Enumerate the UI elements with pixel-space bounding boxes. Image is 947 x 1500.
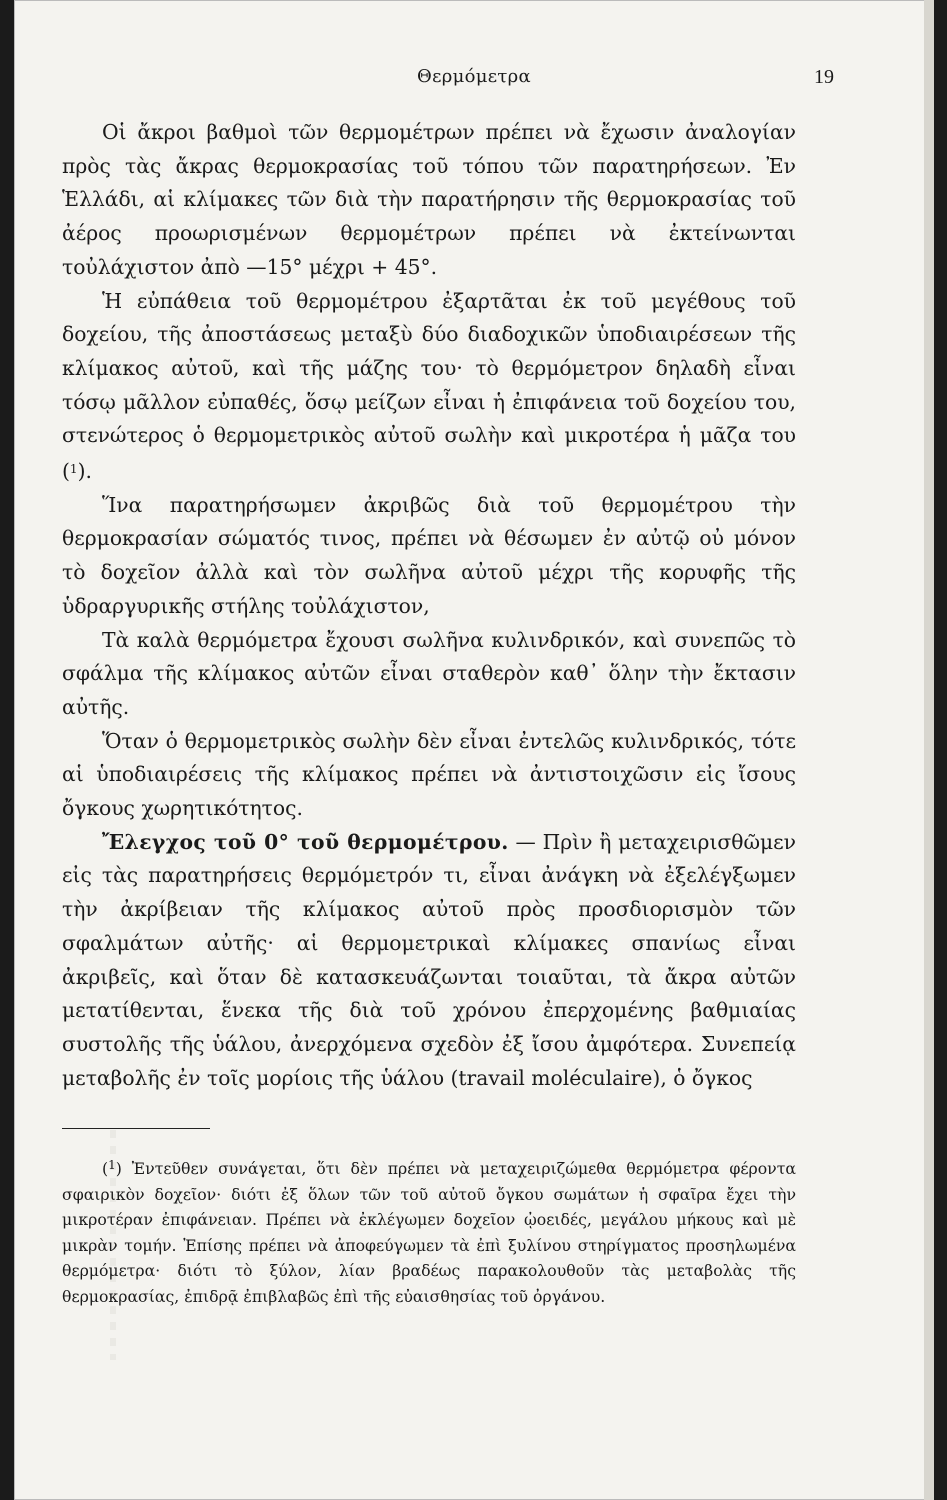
body-text	[62, 116, 796, 1095]
book-page	[14, 0, 934, 1500]
page-number: 19	[814, 66, 834, 88]
running-title: Θερμόμετρα	[417, 66, 531, 87]
page-edge	[924, 0, 934, 1500]
paragraph-5: Ὅταν ὁ θερμομετρικὸς σωλὴν δὲν εἶναι ἐντελῶς κυλινδρικός, τότε αἱ ὑποδιαιρέσεις τῆς κλίμακος πρέπει νὰ ἀντιστοιχῶσιν εἰς ἴσους ὄγκους χωρητικότητος.	[62, 728, 796, 821]
paragraph-6-text: — Πρὶν ἢ μεταχειρισθῶμεν εἰς τὰς παρατηρήσεις θερμόμετρόν τι, εἶναι ἀνάγκη νὰ ἐξελέγξωμεν τὴν ἀκρίβειαν τῆς κλίμακος αὐτοῦ πρὸς προσδιορισμὸν τῶν σφαλμάτων αὐτῆς· αἱ θερμομετρικαὶ κλίμακες σπανίως εἶναι ἀκριβεῖς, καὶ ὅταν δὲ κατασκευάζωνται τοιαῦται, τὰ ἄκρα αὐτῶν μετατίθενται, ἕνεκα τῆς διὰ τοῦ χρόνου ἐπερχομένης βαθμιαίας συστολῆς τῆς ὑάλου, ἀνερχόμενα σχεδὸν ἐξ ἴσου ἀμφότερα. Συνεπείᾳ μεταβολῆς ἐν τοῖς μορίοις τῆς ὑάλου (travail moléculaire), ὁ ὄγκος	[62, 829, 797, 1090]
footnote-text: Ἐντεῦθεν συνάγεται, ὅτι δὲν πρέπει νὰ μεταχειριζώμεθα θερμόμετρα φέροντα σφαιρικὸν δοχεῖον· διότι ἐξ ὅλων τῶν τοῦ αὐτοῦ ὄγκου σωμάτων ἡ σφαῖρα ἔχει τὴν μικροτέραν ἐπιφάνειαν. Πρέπει νὰ ἐκλέγωμεν δοχεῖον ᾠοειδές, μεγάλου μήκους καὶ μὲ μικρὰν τομήν. Ἐπίσης πρέπει νὰ ἀποφεύγωμεν τὰ ἐπὶ ξυλίνου στηρίγματος προσηλωμένα θερμόμετρα· διότι τὸ ξύλον, λίαν βραδέως παρακολουθοῦν τὰς μεταβολὰς τῆς θερμοκρασίας, ἐπιδρᾷ ἐπιβλαβῶς ἐπὶ τῆς εὐαισθησίας τοῦ ὀργάνου.	[62, 1159, 796, 1306]
paragraph-6	[62, 826, 796, 1096]
paragraph-3: Ἵνα παρατηρήσωμεν ἀκριβῶς διὰ τοῦ θερμομέτρου τὴν θερμοκρασίαν σώματός τινος, πρέπει νὰ θέσωμεν ἐν αὐτῷ οὐ μόνον τὸ δοχεῖον ἀλλὰ καὶ τὸν σωλῆνα αὐτοῦ μέχρι τῆς κορυφῆς τῆς ὑδραργυρικῆς στήλης τοὐλάχιστον,	[62, 492, 796, 618]
footnote-divider	[62, 1128, 210, 1129]
footnote-reference: 1	[69, 462, 78, 477]
footnote	[62, 1153, 796, 1309]
paragraph-2	[62, 285, 796, 489]
paragraph-1: Οἱ ἄκροι βαθμοὶ τῶν θερμομέτρων πρέπει νὰ ἔχωσιν ἀναλογίαν πρὸς τὰς ἄκρας θερμοκρασίας τοῦ τόπου τῶν παρατηρήσεων. Ἐν Ἑλλάδι, αἱ κλίμακες τῶν διὰ τὴν παρατήρησιν τῆς θερμοκρασίας τοῦ ἀέρος προωρισμένων θερμομέτρων πρέπει νὰ ἐκτείνωνται τοὐλάχιστον ἀπὸ —15° μέχρι + 45°.	[62, 120, 796, 279]
page-header	[14, 66, 934, 94]
section-heading: Ἔλεγχος τοῦ 0° τοῦ θερμομέτρου.	[102, 829, 509, 854]
footnote-marker: 1	[108, 1158, 116, 1172]
paragraph-4: Τὰ καλὰ θερμόμετρα ἔχουσι σωλῆνα κυλινδρικόν, καὶ συνεπῶς τὸ σφάλμα τῆς κλίμακος αὐτῶν εἶναι σταθερὸν καθ᾽ ὅλην τὴν ἔκτασιν αὐτῆς.	[62, 627, 796, 719]
footnote-paragraph: ($^1$) Ἐντεῦθεν συνάγεται, ὅτι δὲν πρέπει νὰ μεταχειριζώμεθα θερμόμετρα φέροντα σφαιρικὸν δοχεῖον· διότι ἐξ ὅλων τῶν τοῦ αὐτοῦ ὄγκου σωμάτων ἡ σφαῖρα ἔχει τὴν μικροτέραν ἐπιφάνειαν. Πρέπει νὰ ἐκλέγωμεν δοχεῖον ᾠοειδές, μεγάλου μήκους καὶ μὲ μικρὰν τομήν. Ἐπίσης πρέπει νὰ ἀποφεύγωμεν τὰ ἐπὶ ξυλίνου στηρίγματος προσηλωμένα θερμόμετρα· διότι τὸ ξύλον, λίαν βραδέως παρακολουθοῦν τὰς μεταβολὰς τῆς θερμοκρασίας, ἐπιδρᾷ ἐπιβλαβῶς ἐπὶ τῆς εὐαισθησίας τοῦ ὀργάνου.	[62, 1158, 796, 1306]
paragraph-2-end: ).	[77, 459, 92, 484]
paragraph-2-text: Ἡ εὐπάθεια τοῦ θερμομέτρου ἐξαρτᾶται ἐκ τοῦ μεγέθους τοῦ δοχείου, τῆς ἀποστάσεως μεταξὺ δύο διαδοχικῶν ὑποδιαιρέσεων τῆς κλίμακος αὐτοῦ, καὶ τῆς μάζης του· τὸ θερμόμετρον δηλαδὴ εἶναι τόσῳ μᾶλλον εὐπαθές, ὅσῳ μείζων εἶναι ἡ ἐπιφάνεια τοῦ δοχείου του, στενώτερος ὁ θερμομετρικὸς αὐτοῦ σωλὴν καὶ μικροτέρα ἡ μᾶζα του (	[62, 288, 796, 484]
